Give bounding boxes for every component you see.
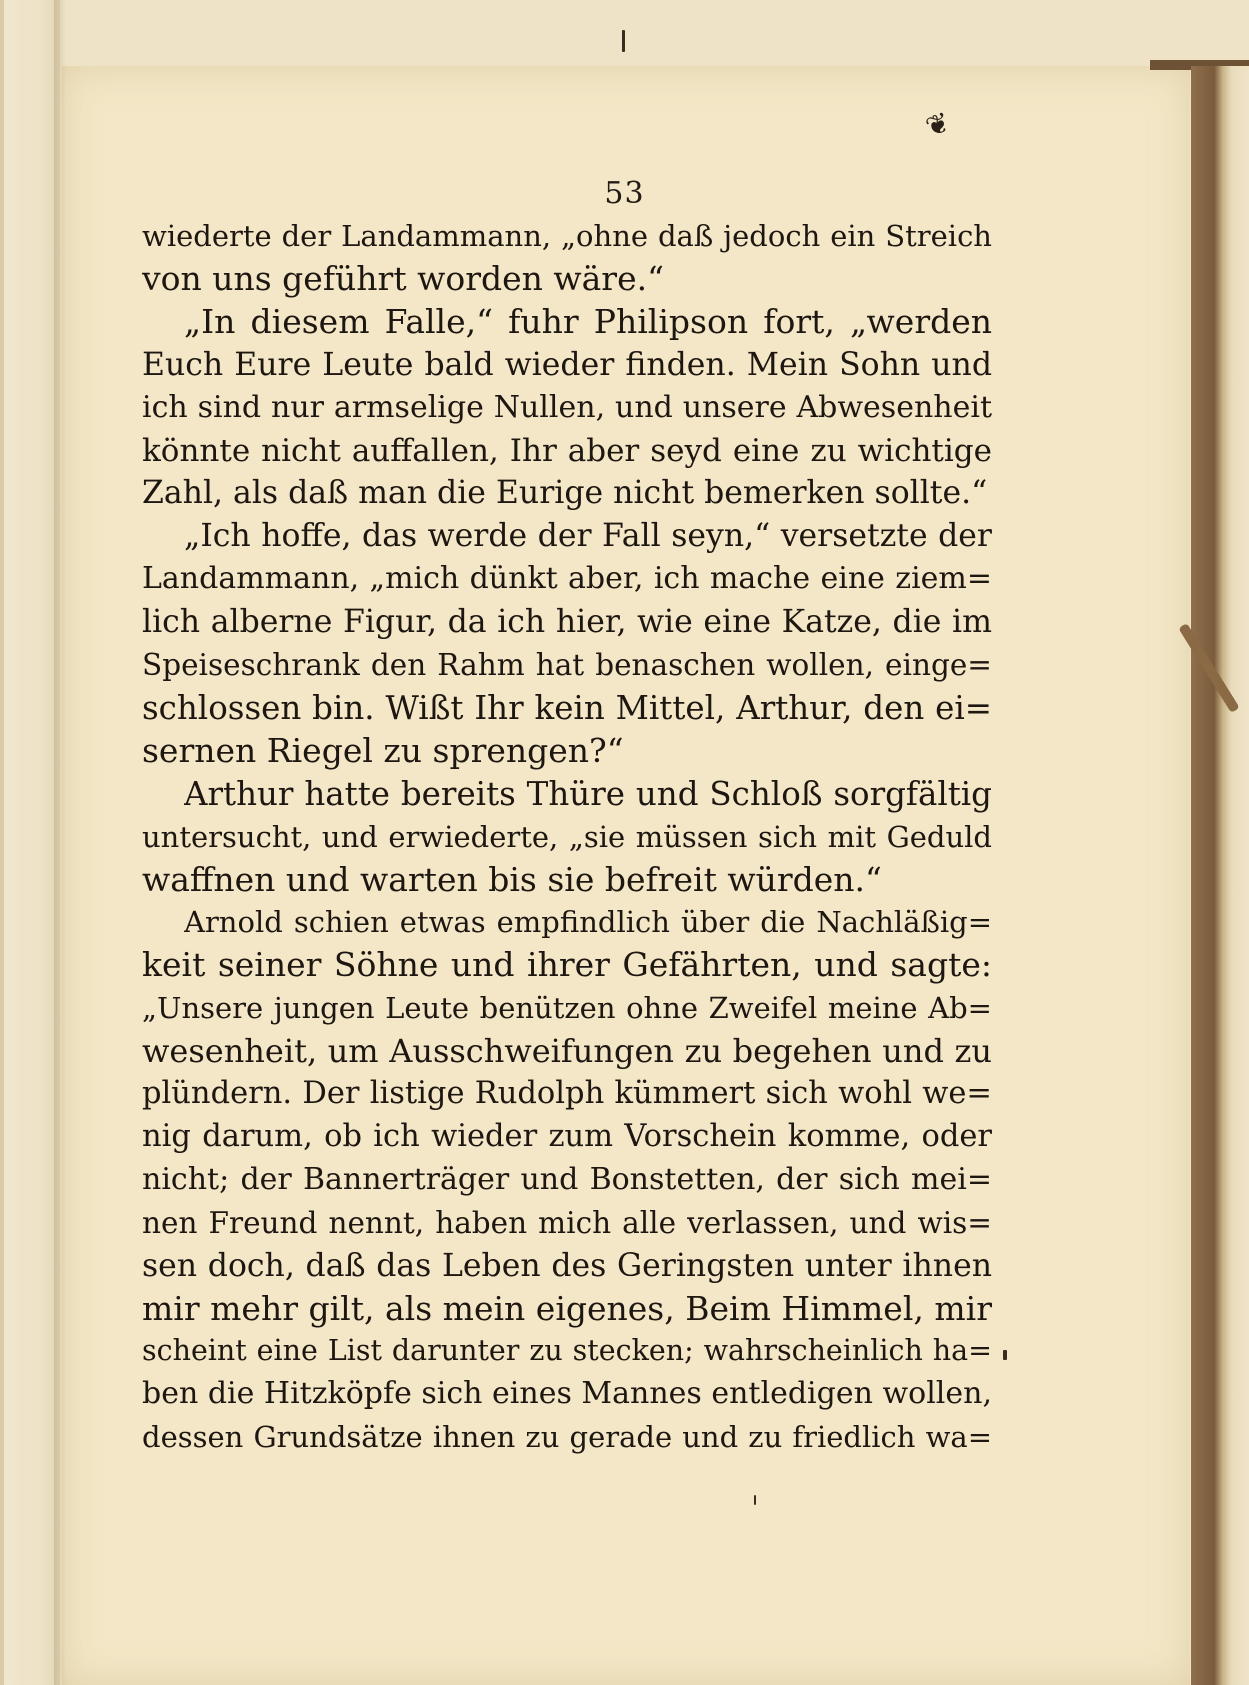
text-line: nicht; der Bannerträger und Bonstetten, der sich mei=	[142, 1161, 992, 1197]
text-line: „Ich hoffe, das werde der Fall seyn,“ versetzte der	[184, 518, 992, 555]
text-line: „Unsere jungen Leute benützen ohne Zweifel meine Ab=	[142, 991, 992, 1026]
text-line: untersucht, und erwiederte, „sie müssen sich mit Geduld	[142, 819, 992, 854]
book-cover-right-edge	[1191, 66, 1249, 1685]
text-line: nig darum, ob ich wieder zum Vorschein komme, oder	[142, 1118, 992, 1154]
text-line: mir mehr gilt, als mein eigenes, Beim Himmel, mir	[142, 1288, 992, 1328]
text-line: ich sind nur armselige Nullen, und unsere Abwesenheit	[142, 389, 992, 425]
text-line: keit seiner Söhne und ihrer Gefährten, und sagte:	[142, 945, 992, 985]
text-line: Arthur hatte bereits Thüre und Schloß sorgfältig	[184, 774, 992, 813]
text-line: ben die Hitzköpfe sich eines Mannes entledigen wollen,	[142, 1376, 992, 1412]
text-line: wesenheit, um Ausschweifungen zu begehen und zu	[142, 1032, 992, 1071]
page-top-margin	[62, 0, 1249, 66]
page-number: 53	[604, 176, 645, 211]
printer-ornament-icon: ❦	[921, 104, 955, 145]
ink-fleck	[1003, 1350, 1007, 1360]
text-line: Zahl, als daß man die Eurige nicht bemerken sollte.“	[142, 475, 988, 512]
text-line: sernen Riegel zu sprengen?“	[142, 730, 624, 770]
text-line: könnte nicht auffallen, Ihr aber seyd eine zu wichtige	[142, 432, 992, 469]
text-line: nen Freund nennt, haben mich alle verlassen, und wis=	[142, 1205, 992, 1240]
text-line: Landammann, „mich dünkt aber, ich mache eine ziem=	[142, 561, 992, 597]
text-line: plündern. Der listige Rudolph kümmert sich wohl we=	[142, 1076, 992, 1111]
text-line: Euch Eure Leute bald wieder finden. Mein Sohn und	[142, 346, 992, 383]
text-line: sen doch, daß das Leben des Geringsten unter ihnen	[142, 1247, 992, 1284]
left-facing-page-edge	[0, 0, 60, 1685]
text-line: wiederte der Landammann, „ohne daß jedoch ein Streich	[142, 219, 992, 253]
text-line: waffnen und warten bis sie befreit würden.“	[142, 859, 882, 899]
text-line: lich alberne Figur, da ich hier, wie eine Katze, die im	[142, 604, 992, 641]
left-outer-edge	[0, 0, 4, 1685]
text-line: schlossen bin. Wißt Ihr kein Mittel, Arthur, den ei=	[142, 688, 992, 727]
text-line: Speiseschrank den Rahm hat benaschen wollen, einge=	[142, 648, 992, 682]
ink-fleck	[622, 30, 625, 52]
ink-fleck	[754, 1495, 756, 1505]
gutter-shadow	[54, 0, 66, 1685]
text-line: von uns geführt worden wäre.“	[142, 258, 664, 298]
text-line: scheint eine List darunter zu stecken; wahrscheinlich ha=	[142, 1334, 992, 1368]
text-line: Arnold schien etwas empfindlich über die Nachläßig=	[184, 905, 992, 940]
text-line: dessen Grundsätze ihnen zu gerade und zu friedlich wa=	[142, 1420, 992, 1455]
text-line: „In diesem Falle,“ fuhr Philipson fort, „werden	[184, 301, 992, 341]
